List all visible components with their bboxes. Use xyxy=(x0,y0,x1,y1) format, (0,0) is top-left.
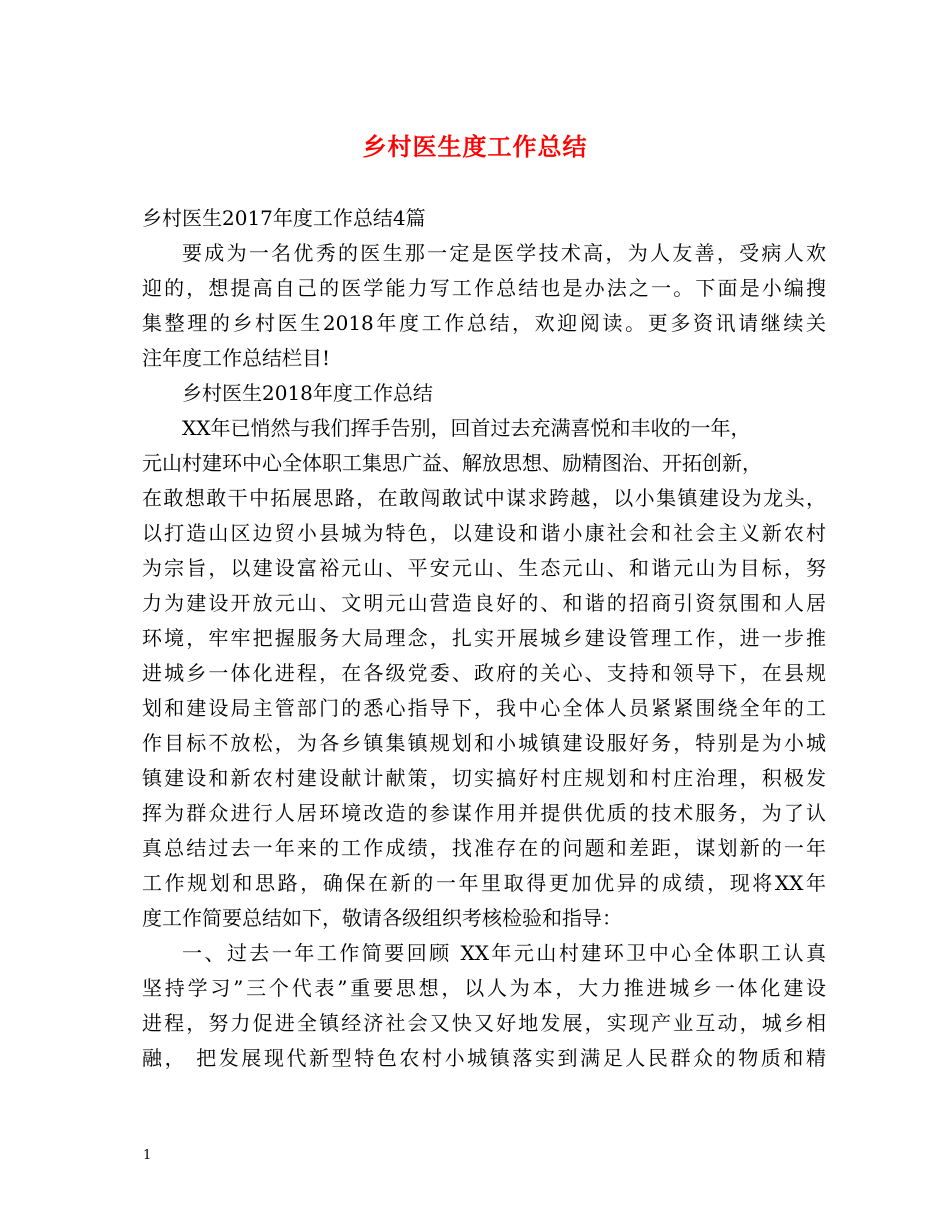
paragraph-line: 度工作简要总结如下，敬请各级组织考核检验和指导： xyxy=(142,906,622,930)
paragraph-line: 进程，努力促进全镇经济社会又快又好地发展，实现产业互动，城乡相 xyxy=(142,1011,826,1035)
paragraph-line: 元山村建环中心全体职工集思广益、解放思想、励精图治、开拓创新， xyxy=(142,451,762,475)
paragraph-line: 为宗旨，以建设富裕元山、平安元山、生态元山、和谐元山为目标，努 xyxy=(142,556,826,580)
document-body xyxy=(142,201,826,1076)
paragraph-line: 镇建设和新农村建设献计献策，切实搞好村庄规划和村庄治理，积极发 xyxy=(142,766,826,790)
paragraph-line: 集整理的乡村医生2018年度工作总结，欢迎阅读。更多资讯请继续关 xyxy=(142,311,826,335)
paragraph-line: XX年已悄然与我们挥手告别，回首过去充满喜悦和丰收的一年， xyxy=(182,416,751,440)
paragraph-line: 坚持学习”三个代表”重要思想，以人为本，大力推进城乡一体化建设 xyxy=(142,976,826,1000)
paragraph-line: 力为建设开放元山、文明元山营造良好的、和谐的招商引资氛围和人居 xyxy=(142,591,826,615)
paragraph-line: 真总结过去一年来的工作成绩，找准存在的问题和差距，谋划新的一年 xyxy=(142,836,826,860)
paragraph-line: 工作规划和思路，确保在新的一年里取得更加优异的成绩，现将XX年 xyxy=(142,871,826,895)
paragraph-line: 划和建设局主管部门的悉心指导下，我中心全体人员紧紧围绕全年的工 xyxy=(142,696,826,720)
paragraph-line: 以打造山区边贸小县城为特色，以建设和谐小康社会和社会主义新农村 xyxy=(142,521,826,545)
paragraph-line: 在敢想敢干中拓展思路，在敢闯敢试中谋求跨越，以小集镇建设为龙头， xyxy=(142,486,826,510)
paragraph-line: 环境，牢牢把握服务大局理念，扎实开展城乡建设管理工作，进一步推 xyxy=(142,626,826,650)
paragraph-line: 挥为群众进行人居环境改造的参谋作用并提供优质的技术服务，为了认 xyxy=(142,801,826,825)
paragraph-line: 进城乡一体化进程，在各级党委、政府的关心、支持和领导下，在县规 xyxy=(142,661,826,685)
page-number: 1 xyxy=(143,1148,152,1163)
paragraph-line: 作目标不放松，为各乡镇集镇规划和小城镇建设服好务，特别是为小城 xyxy=(142,731,826,755)
paragraph-line: 迎的，想提高自己的医学能力写工作总结也是办法之一。下面是小编搜 xyxy=(142,276,826,300)
section-heading: 乡村医生2018年度工作总结 xyxy=(182,381,433,405)
paragraph-line: 要成为一名优秀的医生那一定是医学技术高，为人友善，受病人欢 xyxy=(182,241,826,265)
document-title: 乡村医生度工作总结 xyxy=(362,132,588,161)
paragraph-line: 注年度工作总结栏目! xyxy=(142,346,331,370)
paragraph-line: 一、过去一年工作简要回顾 XX年元山村建环卫中心全体职工认真 xyxy=(182,941,826,965)
subtitle-line: 乡村医生2017年度工作总结4篇 xyxy=(142,206,426,230)
paragraph-line: 融， 把发展现代新型特色农村小城镇落实到满足人民群众的物质和精 xyxy=(142,1046,826,1070)
